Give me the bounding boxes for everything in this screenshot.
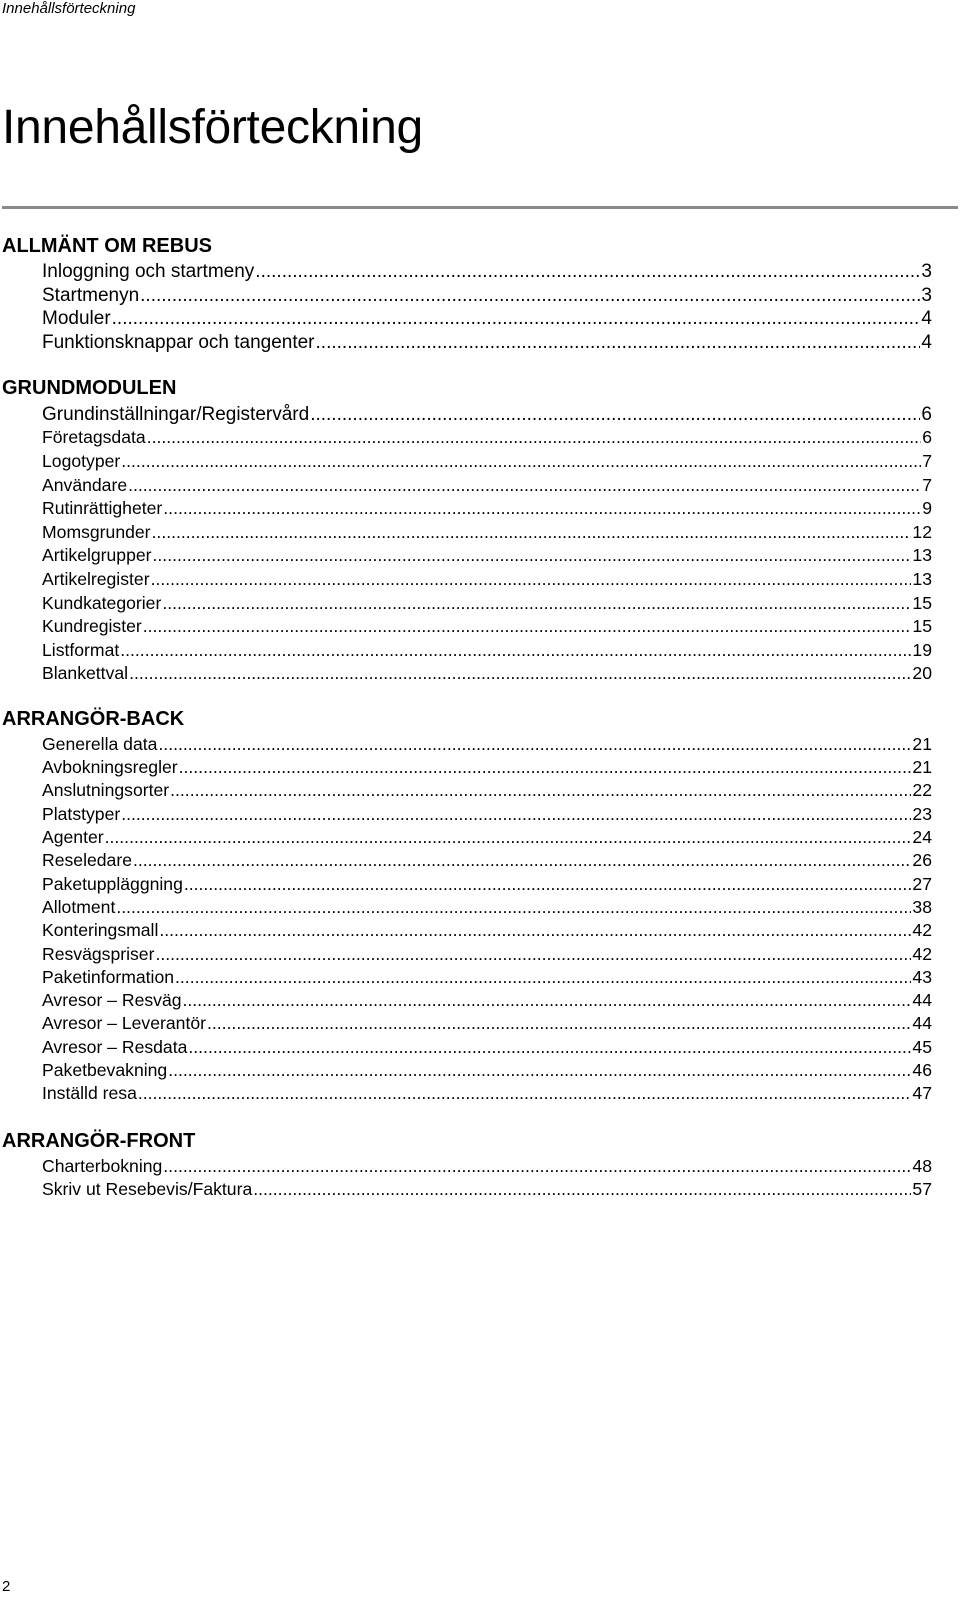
entry-page-number: 4: [921, 332, 932, 354]
toc-section-arrangor-back: [2, 705, 932, 1106]
toc-entry[interactable]: [42, 943, 932, 966]
toc-entry[interactable]: [42, 521, 932, 545]
dot-leader: [255, 260, 920, 284]
entry-page-number: 42: [912, 920, 932, 941]
toc-entry[interactable]: [42, 592, 932, 616]
toc-entry[interactable]: [42, 426, 932, 450]
entry-label: Paketinformation: [42, 966, 175, 987]
dot-leader: [152, 521, 912, 545]
dot-leader: [116, 896, 911, 919]
toc-entry[interactable]: [42, 1178, 932, 1201]
entry-label: Allotment: [42, 896, 116, 917]
title-divider: [2, 206, 958, 209]
entry-label: Användare: [42, 474, 128, 495]
toc-entry[interactable]: [42, 873, 932, 896]
entry-label: Momsgrunder: [42, 521, 151, 542]
entry-label: Charterbokning: [42, 1155, 163, 1176]
entry-page-number: 46: [912, 1060, 932, 1081]
entry-label: Blankettval: [42, 663, 129, 684]
dot-leader: [183, 989, 912, 1012]
entry-label: Rutinrättigheter: [42, 498, 163, 519]
toc-section-allmant-om-rebus: [2, 233, 932, 355]
toc-section-arrangor-front: [2, 1127, 932, 1202]
entry-page-number: 45: [912, 1036, 932, 1057]
toc-entries: [2, 260, 932, 355]
dot-leader: [120, 639, 911, 663]
entry-page-number: 4: [921, 308, 932, 330]
dot-leader: [175, 966, 911, 989]
toc-entry[interactable]: [42, 497, 932, 521]
entry-page-number: 13: [912, 545, 932, 566]
entry-page-number: 12: [912, 521, 932, 542]
toc-entry[interactable]: [42, 896, 932, 919]
toc-entry[interactable]: [42, 260, 932, 284]
entry-label: Listformat: [42, 639, 120, 660]
toc-entry[interactable]: [42, 403, 932, 427]
toc-entry[interactable]: [42, 307, 932, 331]
entry-label: Skriv ut Resebevis/Faktura: [42, 1178, 253, 1199]
entry-page-number: 6: [922, 427, 932, 448]
toc-entry[interactable]: [42, 450, 932, 474]
entry-label: Kundkategorier: [42, 592, 162, 613]
dot-leader: [155, 943, 911, 966]
entry-page-number: 38: [912, 896, 932, 917]
entry-page-number: 3: [921, 261, 932, 282]
entry-label: Avresor – Leverantör: [42, 1013, 206, 1034]
toc-entry[interactable]: [42, 1082, 932, 1105]
entry-label: Artikelregister: [42, 568, 150, 589]
entry-label: Logotyper: [42, 450, 121, 471]
entry-page-number: 27: [912, 873, 932, 894]
entry-page-number: 19: [912, 639, 932, 660]
toc-entry[interactable]: [42, 615, 932, 639]
toc-entry[interactable]: [42, 544, 932, 568]
toc-section-grundmodulen: [2, 374, 932, 686]
dot-leader: [121, 450, 921, 474]
dot-leader: [207, 1012, 911, 1035]
entry-label: Funktionsknappar och tangenter: [42, 332, 315, 354]
entry-label: Inställd resa: [42, 1083, 137, 1104]
entry-page-number: 47: [912, 1083, 932, 1104]
toc-entry[interactable]: [42, 474, 932, 498]
entry-page-number: 15: [912, 592, 932, 613]
toc-entry[interactable]: [42, 568, 932, 592]
dot-leader: [159, 919, 911, 942]
toc-entry[interactable]: [42, 826, 932, 849]
entry-page-number: 9: [922, 498, 932, 519]
dot-leader: [310, 403, 920, 427]
dot-leader: [163, 1155, 911, 1178]
section-heading: ALLMÄNT OM REBUS: [2, 235, 212, 257]
toc-entry[interactable]: [42, 779, 932, 802]
toc-entry[interactable]: [42, 803, 932, 826]
dot-leader: [133, 849, 911, 872]
entry-label: Konteringsmall: [42, 920, 159, 941]
toc-entry[interactable]: [42, 1155, 932, 1178]
toc-entry[interactable]: [42, 919, 932, 942]
table-of-contents: [2, 233, 932, 1201]
entry-label: Moduler: [42, 308, 111, 330]
toc-entries: [2, 733, 932, 1106]
page-number: 2: [2, 1578, 11, 1595]
dot-leader: [158, 733, 911, 756]
entry-page-number: 7: [922, 474, 932, 495]
entry-label: Generella data: [42, 733, 158, 754]
entry-page-number: 42: [912, 943, 932, 964]
dot-leader: [143, 615, 912, 639]
dot-leader: [105, 826, 912, 849]
dot-leader: [151, 568, 912, 592]
entry-label: Avresor – Resväg: [42, 990, 182, 1011]
entry-page-number: 21: [912, 733, 932, 754]
toc-entry[interactable]: [42, 849, 932, 872]
entry-page-number: 57: [912, 1178, 932, 1199]
toc-entries: [2, 1155, 932, 1202]
dot-leader: [140, 284, 920, 308]
entry-page-number: 48: [912, 1155, 932, 1176]
entry-page-number: 13: [912, 568, 932, 589]
entry-page-number: 15: [912, 616, 932, 637]
toc-entries: [2, 403, 932, 686]
dot-leader: [121, 803, 911, 826]
dot-leader: [316, 331, 921, 355]
section-heading: ARRANGÖR-FRONT: [2, 1129, 196, 1152]
toc-entry[interactable]: [42, 331, 932, 355]
toc-entry[interactable]: [42, 966, 932, 989]
dot-leader: [170, 779, 911, 802]
entry-label: Kundregister: [42, 616, 142, 637]
entry-page-number: 22: [912, 780, 932, 801]
entry-page-number: 21: [912, 757, 932, 778]
toc-entry[interactable]: [42, 989, 932, 1012]
dot-leader: [163, 497, 921, 521]
dot-leader: [168, 1059, 911, 1082]
dot-leader: [138, 1082, 912, 1105]
page-title: Innehållsförteckning: [2, 101, 423, 154]
toc-entry[interactable]: [42, 756, 932, 779]
dot-leader: [129, 662, 911, 686]
entry-label: Företagsdata: [42, 427, 146, 448]
entry-label: Inloggning och startmeny: [42, 261, 255, 282]
entry-label: Anslutningsorter: [42, 780, 170, 801]
toc-entry[interactable]: [42, 1059, 932, 1082]
entry-label: Platstyper: [42, 803, 121, 824]
entry-label: Startmenyn: [42, 284, 140, 306]
dot-leader: [184, 873, 912, 896]
toc-entry[interactable]: [42, 284, 932, 308]
dot-leader: [179, 756, 912, 779]
dot-leader: [112, 307, 921, 331]
entry-label: Avbokningsregler: [42, 757, 178, 778]
dot-leader: [153, 544, 912, 568]
entry-label: Artikelgrupper: [42, 545, 152, 566]
toc-entry[interactable]: [42, 733, 932, 756]
entry-page-number: 20: [912, 663, 932, 684]
entry-page-number: 6: [921, 403, 932, 425]
dot-leader: [253, 1178, 911, 1201]
entry-label: Agenter: [42, 827, 104, 848]
entry-label: Paketbevakning: [42, 1060, 168, 1081]
entry-page-number: 7: [922, 450, 932, 471]
entry-label: Grundinställningar/Registervård: [42, 403, 310, 425]
entry-page-number: 44: [912, 990, 932, 1011]
dot-leader: [128, 474, 921, 498]
entry-page-number: 44: [912, 1013, 932, 1034]
entry-page-number: 26: [912, 850, 932, 871]
dot-leader: [162, 592, 911, 616]
entry-page-number: 3: [921, 284, 932, 306]
running-header: Innehållsförteckning: [2, 0, 136, 17]
entry-page-number: 43: [912, 966, 932, 987]
entry-label: Resvägspriser: [42, 943, 155, 964]
dot-leader: [188, 1036, 911, 1059]
toc-entry[interactable]: [42, 639, 932, 663]
entry-page-number: 23: [912, 803, 932, 824]
entry-label: Avresor – Resdata: [42, 1036, 188, 1057]
entry-page-number: 24: [912, 827, 932, 848]
section-heading: ARRANGÖR-BACK: [2, 707, 185, 730]
toc-entry[interactable]: [42, 1012, 932, 1035]
toc-entry[interactable]: [42, 662, 932, 686]
entry-label: Reseledare: [42, 850, 132, 871]
section-heading: GRUNDMODULEN: [2, 376, 177, 399]
toc-entry[interactable]: [42, 1036, 932, 1059]
entry-label: Paketuppläggning: [42, 873, 183, 894]
dot-leader: [147, 426, 922, 450]
